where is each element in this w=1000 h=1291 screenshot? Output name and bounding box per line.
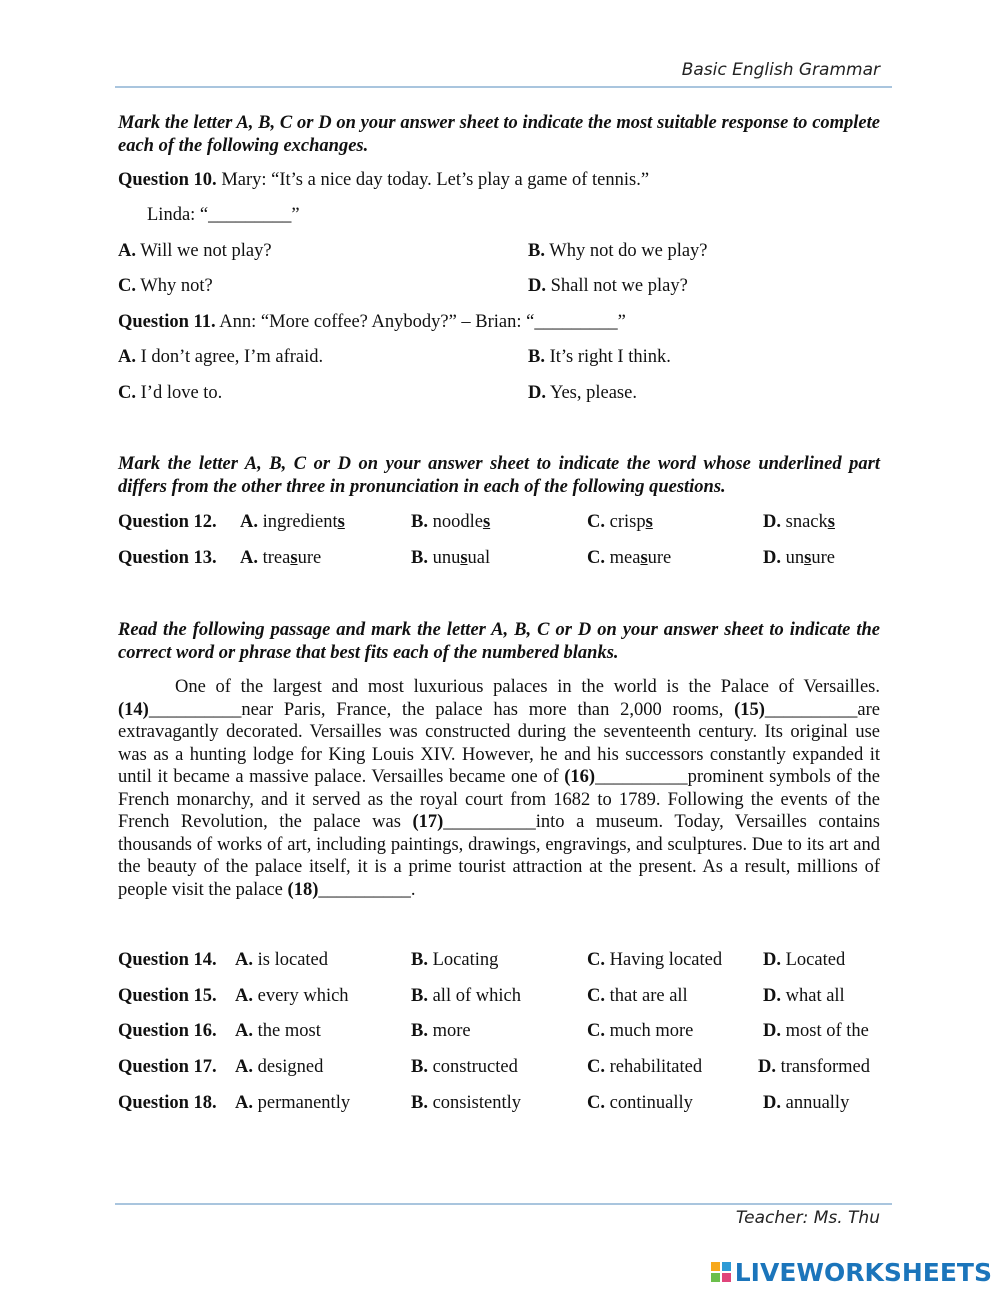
q12-option-c[interactable]: C. crisps <box>587 512 653 532</box>
blank-15[interactable]: (15) <box>734 699 765 720</box>
q10-option-c[interactable]: C. Why not? <box>118 276 213 296</box>
q15-option-c[interactable]: C. that are all <box>587 986 688 1006</box>
q15-label: Question 15. <box>118 986 217 1006</box>
q13-option-a[interactable]: A. treasure <box>240 548 322 568</box>
q10-line <box>118 169 649 191</box>
q11-prompt: Ann: “More coffee? Anybody?” – Brian: “_________” <box>219 312 626 332</box>
q12-label: Question 12. <box>118 512 217 532</box>
q15-option-b[interactable]: B. all of which <box>411 986 521 1006</box>
reading-passage: One of the largest and most luxurious palaces in the world is the Palace of Versailles. (14)__________near Paris, France, the palace has more than 2,000 rooms, (15)__________are extravagantly decorated. Versailles was constructed during the seventeenth century. Its original use was as a hunting lodge for King Louis XIV. However, he and his successors constantly expanded it until it became a massive palace. Versailles became one of (16)__________prominent symbols of the French monarchy, and it served as the royal court from 1682 to 1789. Following the events of the French Revolution, the palace was (17)__________into a museum. Today, Versailles contains thousands of works of art, including paintings, drawings, engravings, and sculptures. Due to its art and the beauty of the palace itself, it is a prime tourist attraction at the present. As a result, millions of people visit the palace (18)__________. <box>118 677 881 900</box>
q17-option-c[interactable]: C. rehabilitated <box>587 1057 703 1077</box>
q15-option-a[interactable]: A. every which <box>235 986 349 1006</box>
q10-prompt: Mary: “It’s a nice day today. Let’s play a game of tennis.” <box>221 170 650 190</box>
q18-option-c[interactable]: C. continually <box>587 1093 693 1113</box>
q11-label: Question 11. <box>118 312 216 332</box>
footer-divider <box>115 1203 892 1205</box>
logo-square-icon <box>722 1273 731 1282</box>
q13-option-c[interactable]: C. measure <box>587 548 672 568</box>
q10-option-b[interactable]: B. Why not do we play? <box>528 241 708 261</box>
blank-14[interactable]: (14) <box>118 699 149 720</box>
logo-square-icon <box>711 1273 720 1282</box>
q18-option-a[interactable]: A. permanently <box>235 1093 351 1113</box>
q16-option-a[interactable]: A. the most <box>235 1021 321 1041</box>
q15-option-d[interactable]: D. what all <box>763 986 845 1006</box>
liveworksheets-logo[interactable] <box>711 1258 992 1286</box>
q11-option-d[interactable]: D. Yes, please. <box>528 383 637 403</box>
q17-option-a[interactable]: A. designed <box>235 1057 324 1077</box>
q16-option-c[interactable]: C. much more <box>587 1021 694 1041</box>
q16-label: Question 16. <box>118 1021 217 1041</box>
blank-16[interactable]: (16) <box>564 767 596 787</box>
q10-option-a[interactable]: A. Will we not play? <box>118 241 272 261</box>
q16-option-d[interactable]: D. most of the <box>763 1021 869 1041</box>
q10-reply: Linda: “_________” <box>147 205 300 225</box>
q10-label: Question 10. <box>118 170 217 190</box>
blank-18[interactable]: (18) <box>287 879 319 900</box>
q14-option-a[interactable]: A. is located <box>235 950 329 970</box>
q17-option-d[interactable]: D. transformed <box>758 1057 871 1077</box>
q11-line <box>118 311 626 333</box>
q14-label: Question 14. <box>118 950 217 970</box>
q13-option-b[interactable]: B. unusual <box>411 548 491 568</box>
q18-option-b[interactable]: B. consistently <box>411 1093 521 1113</box>
header-divider <box>115 86 892 88</box>
q13-label: Question 13. <box>118 548 217 568</box>
header-title: Basic English Grammar <box>681 60 880 80</box>
q14-option-c[interactable]: C. Having located <box>587 950 723 970</box>
q18-option-d[interactable]: D. annually <box>763 1093 850 1113</box>
liveworksheets-logo-icon <box>711 1262 731 1282</box>
blank-17[interactable]: (17) <box>412 812 444 832</box>
q14-option-d[interactable]: D. Located <box>763 950 846 970</box>
q18-label: Question 18. <box>118 1093 217 1113</box>
q11-option-c[interactable]: C. I’d love to. <box>118 383 223 403</box>
q14-option-b[interactable]: B. Locating <box>411 950 499 970</box>
q12-option-b[interactable]: B. noodles <box>411 512 491 532</box>
q11-option-a[interactable]: A. I don’t agree, I’m afraid. <box>118 347 324 367</box>
section2-instruction: Mark the letter A, B, C or D on your answer sheet to indicate the word whose underlined part differs from the other three in pronunciation in each of the following questions. <box>118 454 880 497</box>
q16-option-b[interactable]: B. more <box>411 1021 471 1041</box>
q13-option-d[interactable]: D. unsure <box>763 548 835 568</box>
q11-option-b[interactable]: B. It’s right I think. <box>528 347 671 367</box>
q12-option-d[interactable]: D. snacks <box>763 512 835 532</box>
logo-square-icon <box>711 1262 720 1271</box>
footer-teacher: Teacher: Ms. Thu <box>735 1208 880 1228</box>
q10-option-d[interactable]: D. Shall not we play? <box>528 276 688 296</box>
liveworksheets-logo-text: LIVEWORKSHEETS <box>734 1257 992 1287</box>
section3-instruction: Read the following passage and mark the letter A, B, C or D on your answer sheet to indicate the correct word or phrase that best fits each of the numbered blanks. <box>118 620 880 663</box>
q17-label: Question 17. <box>118 1057 217 1077</box>
logo-square-icon <box>722 1262 731 1271</box>
q17-option-b[interactable]: B. constructed <box>411 1057 518 1077</box>
section1-instruction: Mark the letter A, B, C or D on your answer sheet to indicate the most suitable response to complete each of the following exchanges. <box>118 113 880 156</box>
q12-option-a[interactable]: A. ingredients <box>240 512 345 532</box>
